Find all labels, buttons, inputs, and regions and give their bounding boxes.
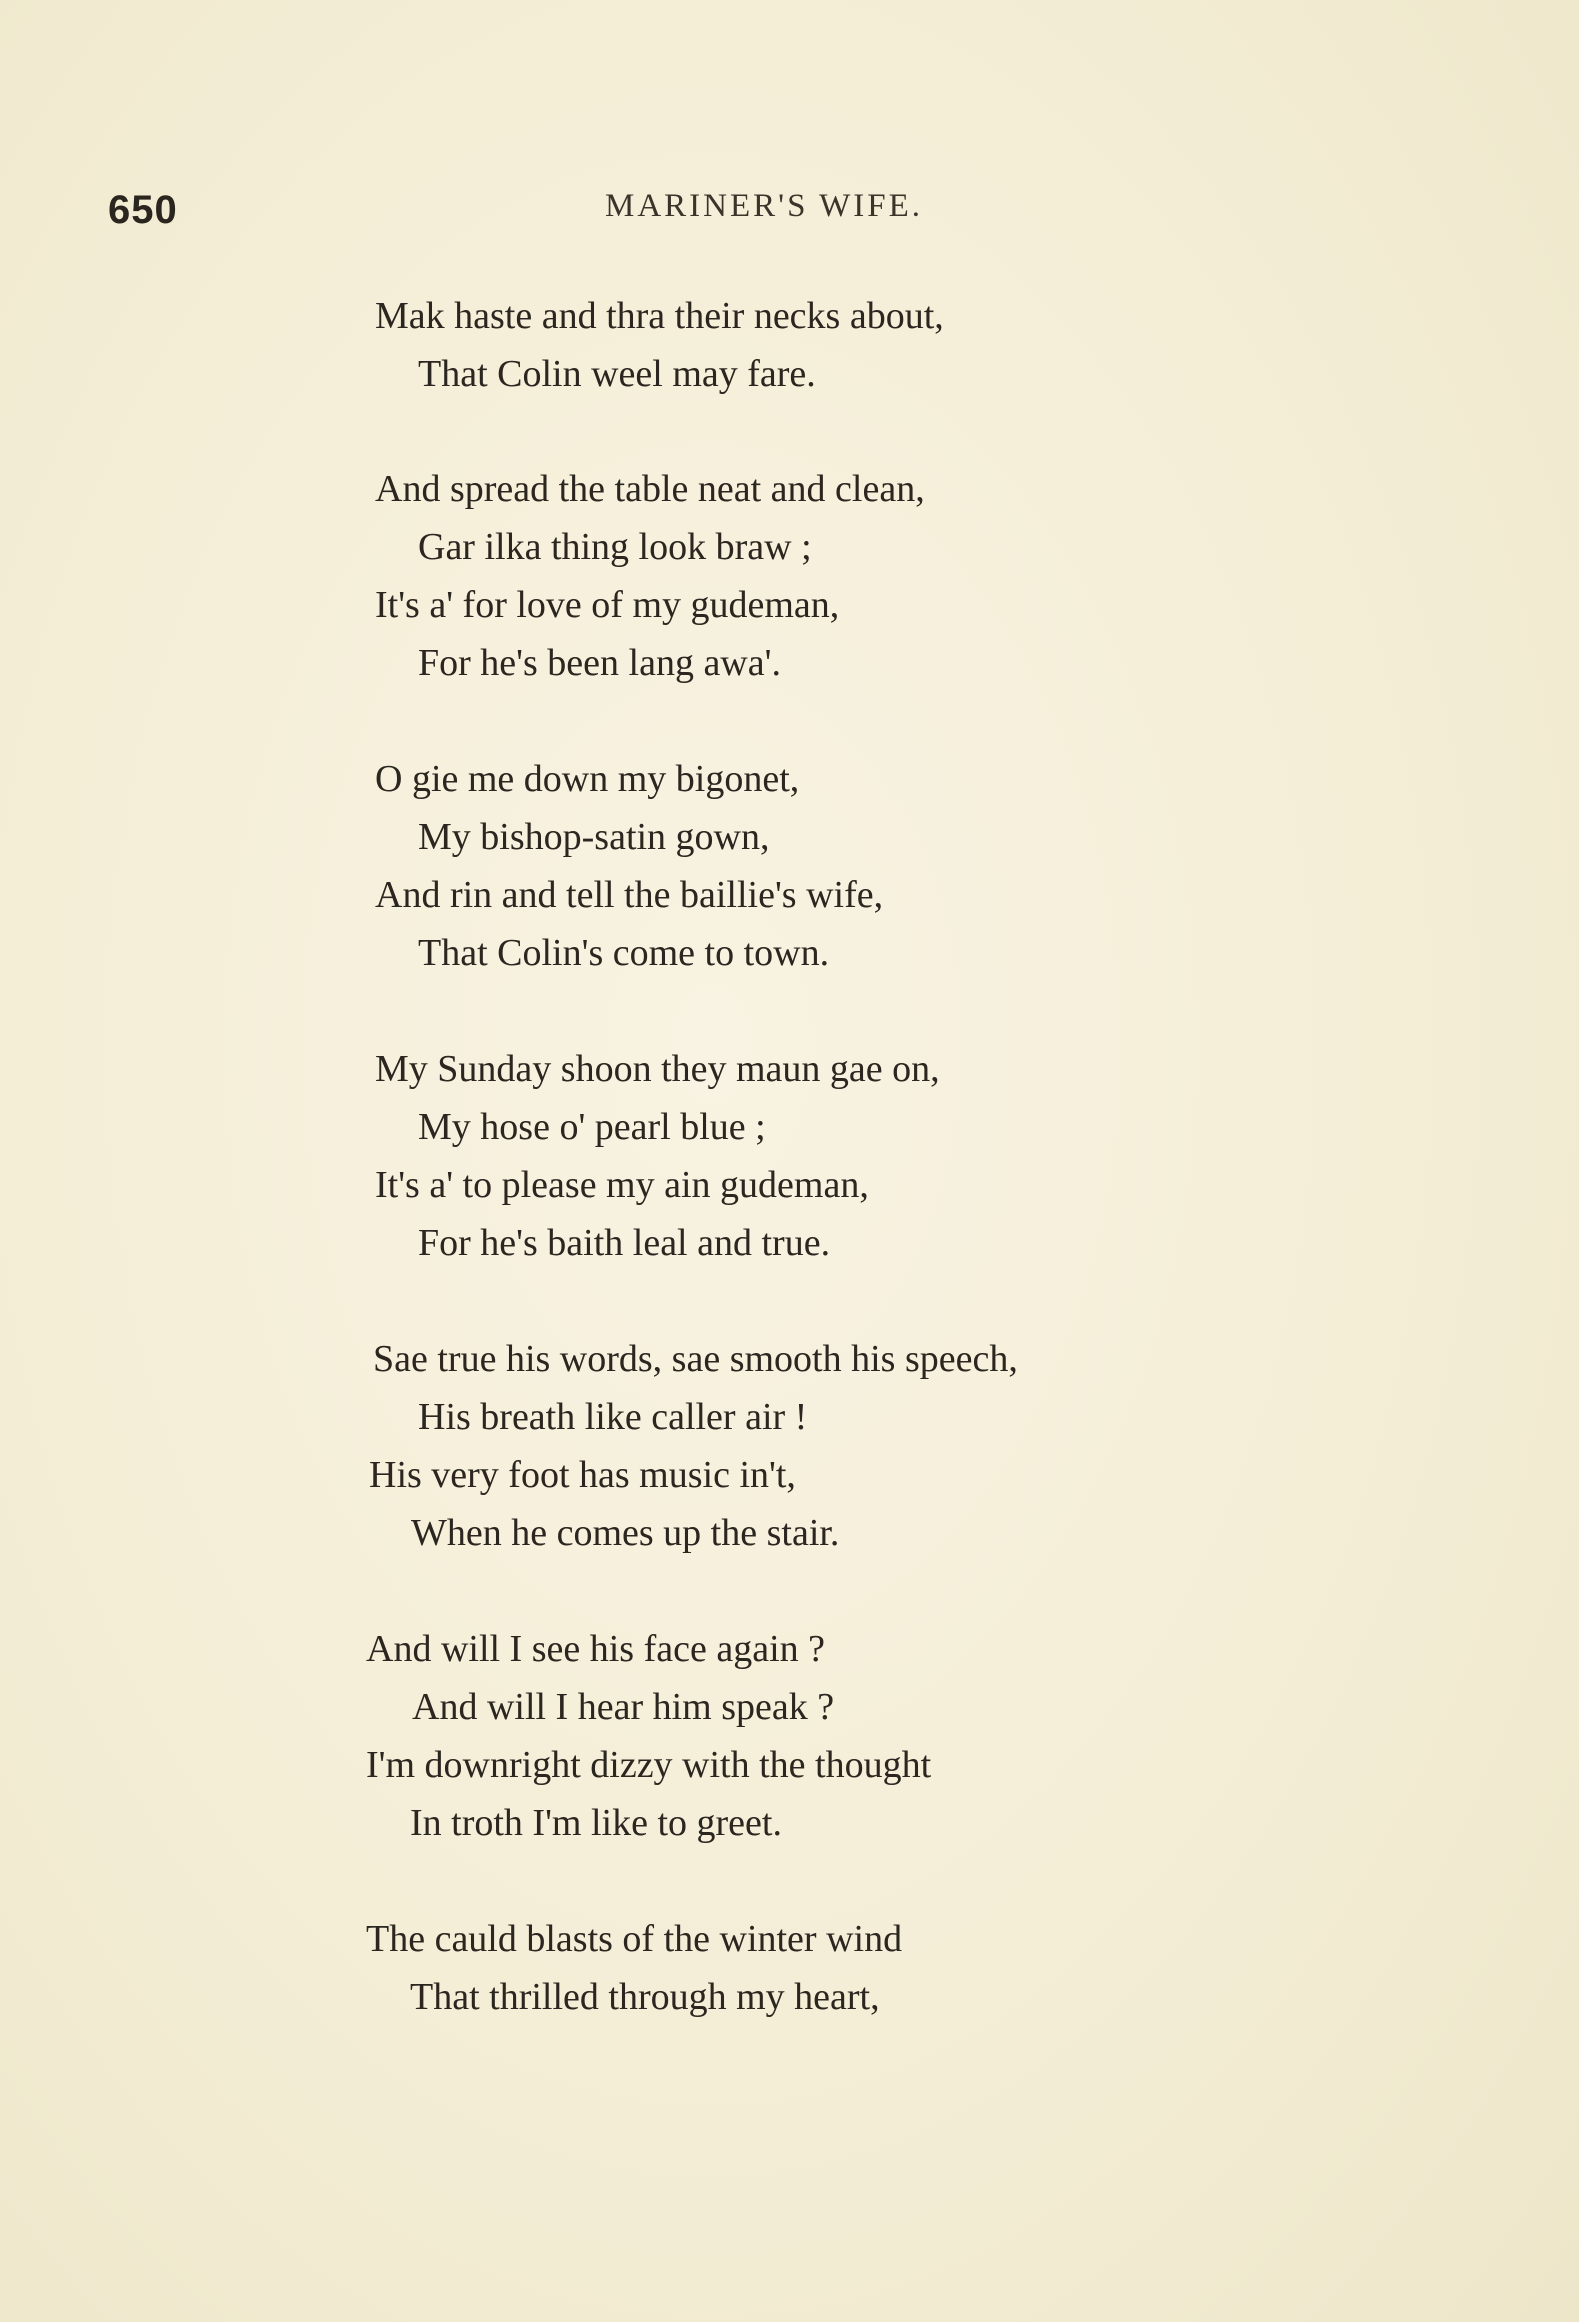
poem-line: For he's been lang awa'. [418, 642, 781, 684]
running-title: MARINER'S WIFE. [605, 188, 924, 224]
poem-line: O gie me down my bigonet, [375, 758, 800, 800]
poem-line: His very foot has music in't, [369, 1454, 796, 1496]
poem-line: That thrilled through my heart, [410, 1976, 880, 2018]
poem-line: That Colin weel may fare. [418, 353, 816, 395]
poem-line: Sae true his words, sae smooth his speech, [373, 1338, 1018, 1380]
poem-line: I'm downright dizzy with the thought [366, 1744, 932, 1786]
poem-line: The cauld blasts of the winter wind [366, 1918, 903, 1960]
poem-line: When he comes up the stair. [411, 1512, 840, 1554]
poem-line: For he's baith leal and true. [418, 1222, 831, 1264]
poem-line: My bishop-satin gown, [418, 816, 770, 858]
poem-line: My Sunday shoon they maun gae on, [375, 1048, 940, 1090]
poem-line: Mak haste and thra their necks about, [375, 295, 944, 337]
poem-line: And will I see his face again ? [366, 1628, 825, 1670]
poem-line: My hose o' pearl blue ; [418, 1106, 766, 1148]
poem-line: That Colin's come to town. [418, 932, 830, 974]
poem-line: And spread the table neat and clean, [375, 468, 925, 510]
poem-line: And will I hear him speak ? [412, 1686, 835, 1728]
poem-line: It's a' for love of my gudeman, [375, 584, 840, 626]
poem-line: His breath like caller air ! [418, 1396, 808, 1438]
poem-line: In troth I'm like to greet. [410, 1802, 782, 1844]
poem-line: And rin and tell the baillie's wife, [375, 874, 884, 916]
poem-line: Gar ilka thing look braw ; [418, 526, 812, 568]
poem-line: It's a' to please my ain gudeman, [375, 1164, 869, 1206]
page-number: 650 [108, 188, 178, 232]
